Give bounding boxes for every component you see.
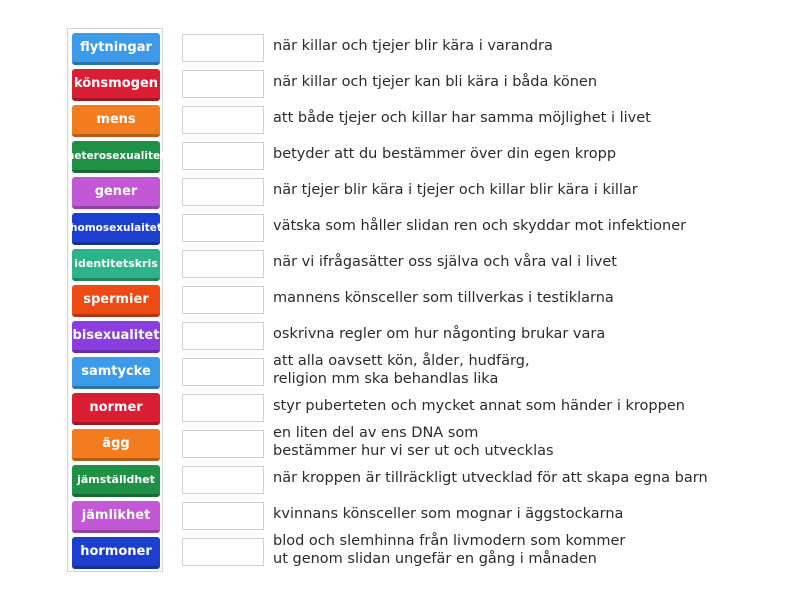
- drop-slot[interactable]: [182, 178, 264, 206]
- tile-homosexulaitet[interactable]: homosexulaitet: [72, 213, 160, 245]
- description-text: när tjejer blir kära i tjejer och killar blir kära i killar: [273, 182, 638, 198]
- drop-slot[interactable]: [182, 70, 264, 98]
- word-bank: [66, 28, 166, 572]
- drop-slot[interactable]: [182, 466, 264, 494]
- description-text: blod och slemhinna från livmodern som kommer ut genom slidan ungefär en gång i månaden: [273, 533, 626, 567]
- tile-samtycke[interactable]: samtycke: [72, 357, 160, 389]
- description-text: när killar och tjejer blir kära i varandra: [273, 38, 553, 54]
- drop-slot[interactable]: [182, 394, 264, 422]
- tile-heterosexualitet[interactable]: heterosexualitet: [72, 141, 160, 173]
- drop-slot[interactable]: [182, 286, 264, 314]
- description-text: att alla oavsett kön, ålder, hudfärg, religion mm ska behandlas lika: [273, 353, 530, 387]
- tile-hormoner[interactable]: hormoner: [72, 537, 160, 569]
- drop-slot[interactable]: [182, 214, 264, 242]
- description-text: när vi ifrågasätter oss själva och våra val i livet: [273, 254, 617, 270]
- description-text: betyder att du bestämmer över din egen kropp: [273, 146, 617, 162]
- drop-slot[interactable]: [182, 106, 264, 134]
- tile-gener[interactable]: gener: [72, 177, 160, 209]
- tile-normer[interactable]: normer: [72, 393, 160, 425]
- drop-slot[interactable]: [182, 34, 264, 62]
- description-text: vätska som håller slidan ren och skyddar mot infektioner: [273, 218, 687, 234]
- drop-slot[interactable]: [182, 502, 264, 530]
- tile-jamlikhet[interactable]: jämlikhet: [72, 501, 160, 533]
- drop-slot[interactable]: [182, 538, 264, 566]
- tile-flytningar[interactable]: flytningar: [72, 33, 160, 65]
- drop-slot[interactable]: [182, 250, 264, 278]
- description-text: styr puberteten och mycket annat som händer i kroppen: [273, 398, 685, 414]
- description-text: oskrivna regler om hur någonting brukar vara: [273, 326, 606, 342]
- tile-mens[interactable]: mens: [72, 105, 160, 137]
- description-text: när kroppen är tillräckligt utvecklad för att skapa egna barn: [273, 470, 708, 486]
- description-text: mannens könsceller som tillverkas i testiklarna: [273, 290, 614, 306]
- tile-agg[interactable]: ägg: [72, 429, 160, 461]
- drop-slot[interactable]: [182, 322, 264, 350]
- tile-spermier[interactable]: spermier: [72, 285, 160, 317]
- description-text: att både tjejer och killar har samma möjlighet i livet: [273, 110, 651, 126]
- description-text: kvinnans könsceller som mognar i äggstockarna: [273, 506, 624, 522]
- tile-bisexualitet[interactable]: bisexualitet: [72, 321, 160, 353]
- tile-jamstalldhet[interactable]: jämställdhet: [72, 465, 160, 497]
- drop-slot[interactable]: [182, 142, 264, 170]
- drop-slot[interactable]: [182, 358, 264, 386]
- drop-slot[interactable]: [182, 430, 264, 458]
- tile-identitetskris[interactable]: identitetskris: [72, 249, 160, 281]
- description-text: en liten del av ens DNA som bestämmer hur vi ser ut och utvecklas: [273, 425, 554, 459]
- tile-konsmogen[interactable]: könsmogen: [72, 69, 160, 101]
- description-text: när killar och tjejer kan bli kära i båda könen: [273, 74, 598, 90]
